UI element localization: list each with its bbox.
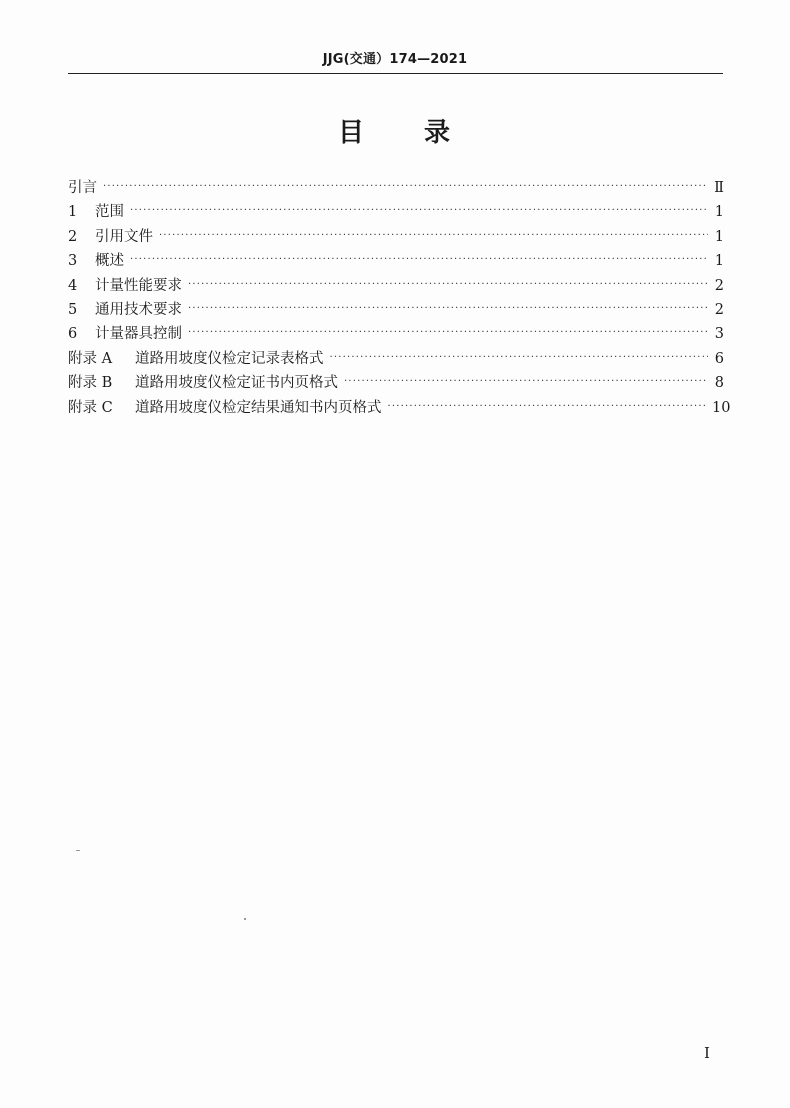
toc-entry-introduction[interactable] <box>68 176 724 200</box>
toc-leader-dots <box>159 224 708 248</box>
toc-entry-page: Ⅱ <box>714 180 724 196</box>
toc-entry-appendix-b[interactable] <box>68 371 724 395</box>
toc-entry-metrological-performance[interactable] <box>68 274 724 298</box>
toc-leader-dots <box>130 248 708 272</box>
toc-entry-number: 附录 A <box>68 350 113 367</box>
toc-entry-scope[interactable] <box>68 200 724 224</box>
toc-entry-page: 2 <box>714 277 724 294</box>
toc-leader-dots <box>344 370 708 394</box>
toc-entry-label: 引用文件 <box>95 228 153 245</box>
toc-entry-appendix-a[interactable] <box>68 347 724 371</box>
toc-entry-label: 道路用坡度仪检定结果通知书内页格式 <box>135 399 382 416</box>
scan-speck <box>76 850 80 851</box>
table-of-contents <box>68 176 731 420</box>
toc-entry-page: 8 <box>714 375 724 392</box>
toc-entry-overview[interactable] <box>68 249 724 273</box>
toc-entry-instrument-control[interactable] <box>68 322 724 346</box>
toc-entry-number: 2 <box>68 228 78 245</box>
page-number: I <box>704 1044 710 1062</box>
scan-speck <box>244 918 246 920</box>
standard-code-header: JJG(交通）174—2021 <box>322 52 468 67</box>
toc-leader-dots <box>388 395 709 419</box>
toc-entry-number: 6 <box>68 326 78 343</box>
toc-leader-dots <box>188 273 708 297</box>
toc-entry-references[interactable] <box>68 225 724 249</box>
toc-entry-page: 10 <box>712 399 731 416</box>
toc-entry-number: 1 <box>68 204 78 221</box>
toc-entry-number: 附录 B <box>68 375 113 392</box>
toc-entry-label: 概述 <box>95 253 124 270</box>
toc-entry-general-technical[interactable] <box>68 298 724 322</box>
toc-entry-number: 3 <box>68 253 78 270</box>
toc-entry-page: 1 <box>714 204 724 221</box>
toc-entry-label: 通用技术要求 <box>95 301 182 318</box>
toc-entry-number: 4 <box>68 277 78 294</box>
toc-entry-appendix-c[interactable] <box>68 396 731 420</box>
toc-leader-dots <box>130 199 708 223</box>
toc-entry-label: 道路用坡度仪检定记录表格式 <box>135 350 324 367</box>
toc-leader-dots <box>103 175 708 199</box>
toc-entry-page: 3 <box>714 326 724 343</box>
toc-entry-page: 1 <box>714 228 724 245</box>
toc-entry-number: 5 <box>68 301 78 318</box>
toc-leader-dots <box>188 297 708 321</box>
toc-leader-dots <box>188 321 708 345</box>
toc-entry-page: 2 <box>714 301 724 318</box>
toc-entry-label: 计量性能要求 <box>95 277 182 294</box>
toc-entry-number: 附录 C <box>68 399 113 416</box>
toc-entry-page: 6 <box>714 350 724 367</box>
toc-entry-label: 引言 <box>68 180 97 196</box>
toc-title <box>0 112 790 149</box>
toc-entry-label: 范围 <box>95 204 124 221</box>
toc-entry-label: 计量器具控制 <box>95 326 182 343</box>
toc-title-char-1: 目 <box>337 118 366 148</box>
toc-title-char-2: 录 <box>424 118 453 148</box>
toc-leader-dots <box>330 346 709 370</box>
toc-entry-page: 1 <box>714 253 724 270</box>
header-rule <box>68 73 723 74</box>
toc-entry-label: 道路用坡度仪检定证书内页格式 <box>135 375 338 392</box>
